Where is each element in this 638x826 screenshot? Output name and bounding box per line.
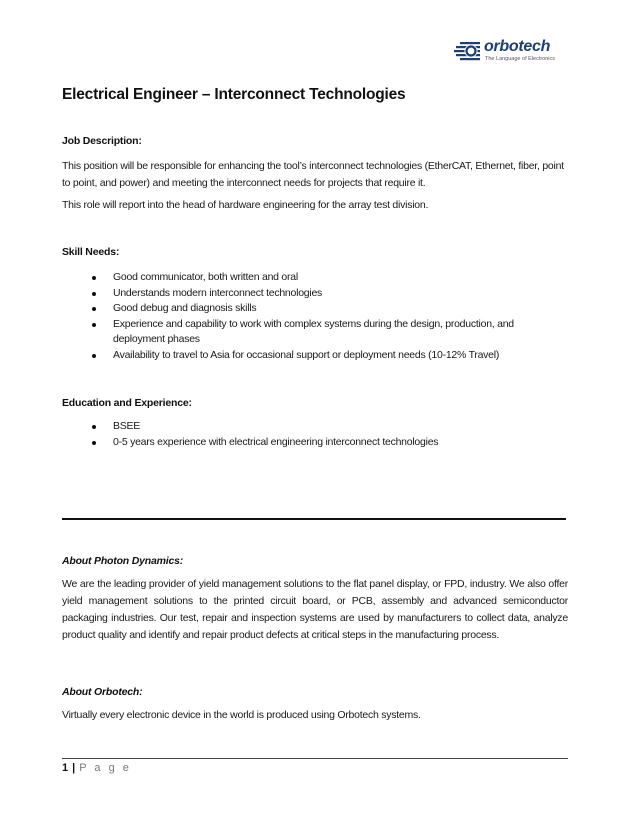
- about-orbotech-paragraph: Virtually every electronic device in the world is produced using Orbotech systems.: [62, 709, 421, 721]
- logo-tagline: The Language of Electronics: [485, 56, 556, 62]
- section-divider: [62, 518, 566, 520]
- job-description-heading: Job Description:: [62, 135, 142, 147]
- list-item: Availability to travel to Asia for occasional support or deployment needs (10-12% Travel): [92, 348, 559, 364]
- list-item: Good communicator, both written and oral: [92, 270, 559, 286]
- orbotech-logo-mark-icon: [452, 41, 482, 61]
- page-number: 1: [62, 762, 69, 774]
- logo-name: orbotech: [484, 38, 551, 55]
- page-footer: [62, 762, 131, 774]
- footer-divider: [62, 758, 568, 759]
- skill-needs-list: [92, 270, 559, 363]
- skill-needs-heading: Skill Needs:: [62, 246, 120, 258]
- document-title: Electrical Engineer – Interconnect Technologies: [62, 86, 406, 103]
- footer-separator: |: [72, 762, 76, 774]
- list-item: Understands modern interconnect technologies: [92, 286, 559, 302]
- list-item: 0-5 years experience with electrical engineering interconnect technologies: [92, 435, 559, 451]
- list-item: Experience and capability to work with complex systems during the design, production, and deployment phases: [92, 317, 559, 348]
- list-item: Good debug and diagnosis skills: [92, 301, 559, 317]
- page-label: P a g e: [79, 762, 132, 774]
- list-item: BSEE: [92, 419, 559, 435]
- education-list: [92, 419, 559, 450]
- about-photon-paragraph: We are the leading provider of yield management solutions to the flat panel display, or FPD, industry. We also offer yield management solutions to the printed circuit board, or PCB, assembly and advanced semiconductor packaging industries. Our test, repair and inspection systems are used by manufacturers to collect data, analyze product quality and identify and repair product defects at critical steps in the manufacturing process.: [62, 578, 568, 641]
- job-description-paragraph: This position will be responsible for enhancing the tool’s interconnect technologies (EtherCAT, Ethernet, fiber, point to point, and power) and meeting the interconnect needs for projects that require it.: [62, 160, 564, 189]
- job-description-paragraph: This role will report into the head of hardware engineering for the array test division.: [62, 199, 429, 211]
- about-photon-heading: About Photon Dynamics:: [62, 555, 184, 567]
- orbotech-logo: [452, 36, 572, 66]
- education-heading: Education and Experience:: [62, 397, 192, 409]
- about-orbotech-heading: About Orbotech:: [62, 686, 143, 698]
